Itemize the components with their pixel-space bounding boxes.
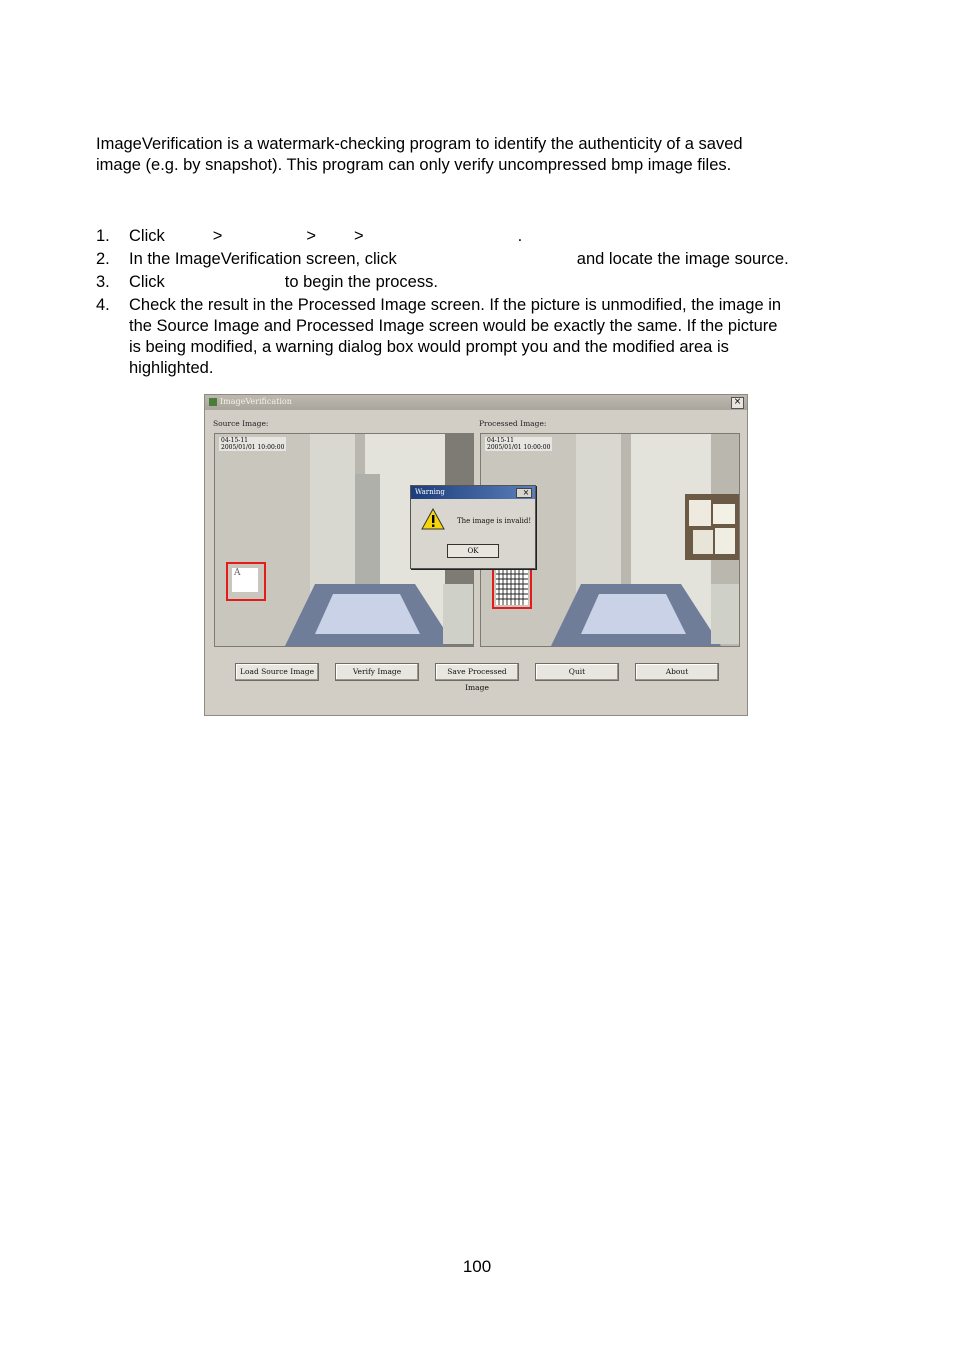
step-2 [96, 249, 856, 270]
step-number: 3. [96, 273, 110, 291]
step-4 [96, 295, 856, 379]
instruction-steps [96, 226, 856, 381]
app-icon [209, 398, 217, 406]
processed-image-label: Processed Image: [479, 419, 547, 428]
window-close-icon[interactable]: × [731, 397, 744, 409]
step-3-text-after: to begin the process. [284, 273, 438, 291]
step-3 [96, 272, 856, 293]
source-stamp [219, 437, 286, 451]
intro-paragraph [96, 134, 836, 176]
step-1-arrow-1: > [212, 227, 223, 245]
stamp-datetime: 2005/01/01 10:00:00 [221, 444, 285, 451]
ok-button[interactable]: OK [447, 544, 499, 558]
step-number: 1. [96, 227, 110, 245]
warning-triangle-icon [421, 508, 445, 530]
verify-image-button[interactable]: Verify Image [335, 663, 419, 681]
modified-area-marker: A [232, 568, 258, 592]
load-source-image-button[interactable]: Load Source Image [235, 663, 319, 681]
window-title: ImageVerification [220, 397, 292, 406]
warning-dialog [410, 485, 536, 569]
source-image-label: Source Image: [213, 419, 269, 428]
window-titlebar [205, 395, 747, 410]
step-4-line-1: Check the result in the Processed Image screen. If the picture is unmodified, the image in [129, 296, 782, 314]
step-1 [96, 226, 856, 247]
step-4-line-3: is being modified, a warning dialog box would prompt you and the modified area is [129, 338, 729, 356]
stamp-datetime: 2005/01/01 10:00:00 [487, 444, 551, 451]
step-number: 2. [96, 250, 110, 268]
step-number: 4. [96, 296, 110, 314]
about-button[interactable]: About [635, 663, 719, 681]
quit-button[interactable]: Quit [535, 663, 619, 681]
page-number: 100 [462, 1257, 492, 1276]
modified-grid-pattern [496, 570, 528, 605]
imageverification-screenshot [204, 394, 748, 716]
step-2-text-after: and locate the image source. [576, 250, 789, 268]
dialog-close-icon[interactable]: × [516, 488, 532, 498]
warning-message: The image is invalid! [457, 517, 532, 525]
save-processed-image-button[interactable]: Save Processed Image [435, 663, 519, 681]
source-highlight-box [226, 562, 266, 601]
step-1-arrow-2: > [306, 227, 317, 245]
step-1-click: Click [129, 227, 165, 245]
step-4-line-4: highlighted. [129, 359, 214, 377]
step-1-period: . [517, 227, 523, 245]
step-4-line-2: the Source Image and Processed Image screen would be exactly the same. If the picture [129, 317, 778, 335]
warning-dialog-titlebar [411, 486, 535, 499]
step-2-text-before: In the ImageVerification screen, click [129, 250, 397, 268]
step-3-text-before: Click [129, 273, 165, 291]
processed-highlight-box [492, 566, 532, 609]
intro-line-1: ImageVerification is a watermark-checking program to identify the authenticity of a saved [96, 135, 743, 153]
warning-dialog-title: Warning [415, 488, 445, 496]
stamp-camera: 04-15-11 [221, 437, 248, 444]
step-1-arrow-3: > [354, 227, 364, 245]
intro-line-2: image (e.g. by snapshot). This program can only verify uncompressed bmp image files. [96, 156, 732, 174]
stamp-camera: 04-15-11 [487, 437, 514, 444]
processed-stamp [485, 437, 552, 451]
